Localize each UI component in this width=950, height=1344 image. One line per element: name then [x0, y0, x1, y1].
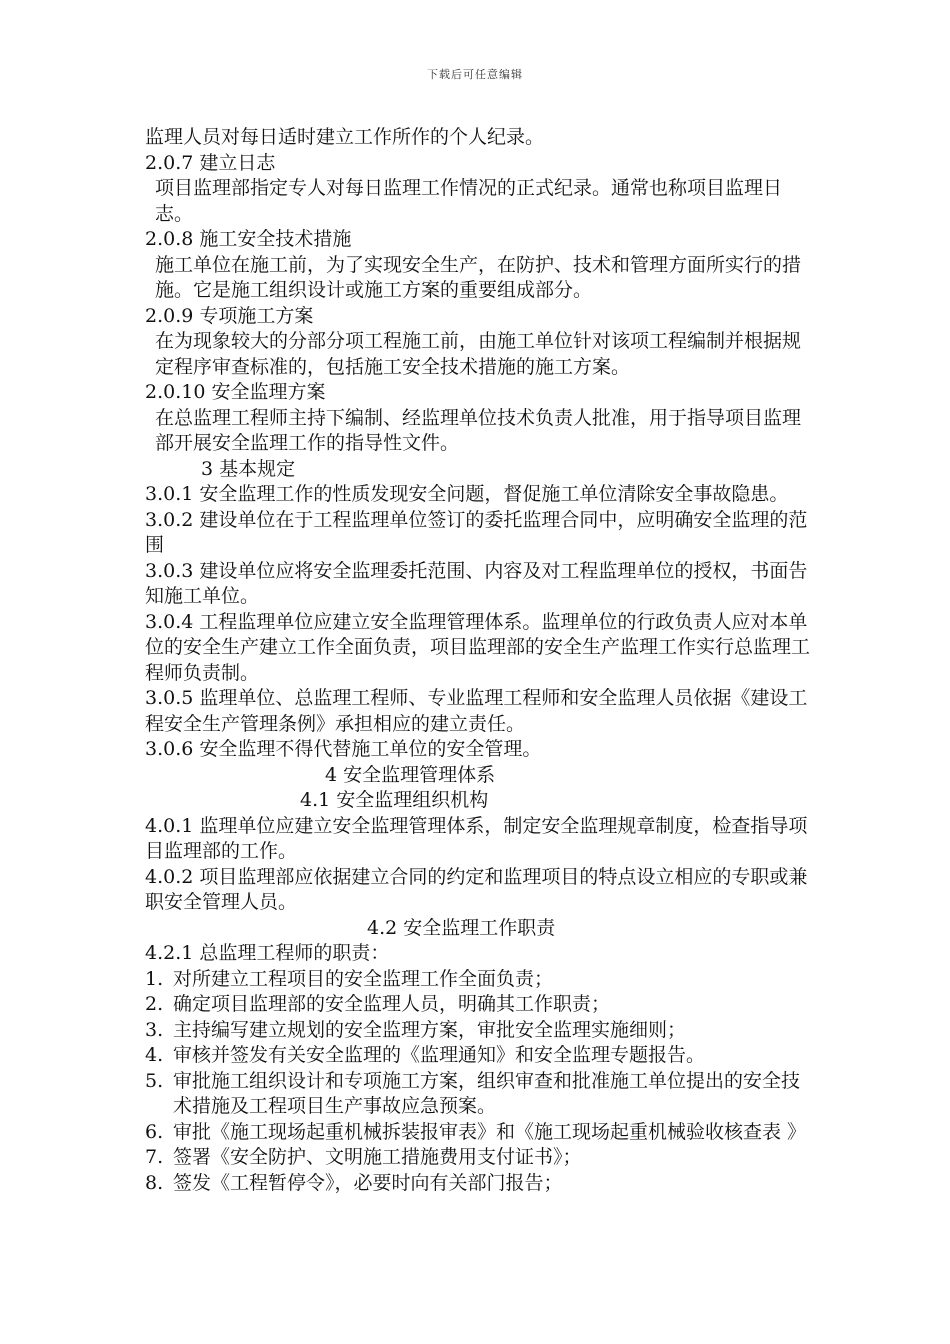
chapter-heading-4: 4 安全监理管理体系	[325, 763, 496, 786]
clause-3-0-1: 3.0.1 安全监理工作的性质发现安全问题，督促施工单位清除安全事故隐患。	[145, 483, 789, 505]
list-number: 6.	[145, 1120, 164, 1143]
list-item-text: 审批《施工现场起重机械拆装报审表》和《施工现场起重机械验收核查表 》	[173, 1120, 807, 1143]
document-body	[145, 125, 810, 1196]
duties-list	[145, 967, 810, 1197]
paragraph: 施工单位在施工前，为了实现安全生产，在防护、技术和管理方面所实行的措施。它是施工组织设计或施工方案的重要组成部分。	[155, 253, 802, 301]
chapter-heading-3: 3 基本规定	[201, 457, 296, 480]
list-number: 2.	[145, 993, 164, 1015]
list-number: 1.	[145, 967, 164, 990]
clause-4-0-2: 4.0.2 项目监理部应依据建立合同的约定和监理项目的特点设立相应的专职或兼职安全管理人员。	[145, 865, 808, 913]
list-item-text: 签发《工程暂停令》，必要时向有关部门报告；	[173, 1171, 563, 1194]
paragraph: 在为现象较大的分部分项工程施工前，由施工单位针对该项工程编制并根据规定程序审查标准的，包括施工安全技术措施的施工方案。	[155, 330, 802, 378]
list-item	[145, 992, 810, 1018]
clause-3-0-4: 3.0.4 工程监理单位应建立安全监理管理体系。监理单位的行政负责人应对本单位的安全生产建立工作全面负责，项目监理部的安全生产监理工作实行总监理工程师负责制。	[145, 610, 811, 684]
list-item	[145, 1145, 810, 1171]
section-heading-2-0-9: 2.0.9 专项施工方案	[145, 304, 314, 327]
list-item-text: 对所建立工程项目的安全监理工作全面负责；	[173, 967, 554, 990]
list-number: 7.	[145, 1146, 164, 1168]
list-item-text: 主持编写建立规划的安全监理方案，审批安全监理实施细则；	[173, 1018, 687, 1041]
list-item-text: 审批施工组织设计和专项施工方案，组织审查和批准施工单位提出的安全技术措施及工程项目生产事故应急预案。	[173, 1069, 801, 1117]
section-heading-2-0-7: 2.0.7 建立日志	[145, 151, 276, 174]
page-header: 下载后可任意编辑	[427, 68, 523, 81]
section-heading-4-1: 4.1 安全监理组织机构	[300, 789, 489, 811]
list-item	[145, 1043, 810, 1069]
list-number: 3.	[145, 1018, 164, 1041]
list-number: 5.	[145, 1069, 164, 1092]
paragraph: 在总监理工程师主持下编制、经监理单位技术负责人批准，用于指导项目监理部开展安全监理工作的指导性文件。	[155, 406, 802, 454]
list-item-text: 签署《安全防护、文明施工措施费用支付证书》；	[173, 1146, 582, 1168]
paragraph: 项目监理部指定专人对每日监理工作情况的正式纪录。通常也称项目监理日志。	[155, 177, 783, 225]
list-item	[145, 1018, 810, 1044]
list-item	[145, 1171, 810, 1197]
list-item	[145, 1069, 810, 1120]
clause-3-0-5: 3.0.5 监理单位、总监理工程师、专业监理工程师和安全监理人员依据《建设工程安全生产管理条例》承担相应的建立责任。	[145, 687, 808, 735]
section-heading-4-2: 4.2 安全监理工作职责	[367, 916, 556, 939]
clause-4-2-1: 4.2.1 总监理工程师的职责：	[145, 942, 390, 964]
clause-3-0-6: 3.0.6 安全监理不得代替施工单位的安全管理。	[145, 738, 542, 760]
list-item-text: 审核并签发有关安全监理的《监理通知》和安全监理专题报告。	[173, 1044, 706, 1066]
paragraph: 监理人员对每日适时建立工作所作的个人纪录。	[145, 126, 545, 148]
list-number: 8.	[145, 1171, 164, 1194]
clause-3-0-3: 3.0.3 建设单位应将安全监理委托范围、内容及对工程监理单位的授权，书面告知施工单位。	[145, 559, 808, 607]
section-heading-2-0-8: 2.0.8 施工安全技术措施	[145, 228, 352, 250]
section-heading-2-0-10: 2.0.10 安全监理方案	[145, 381, 326, 403]
list-number: 4.	[145, 1044, 164, 1066]
clause-4-0-1: 4.0.1 监理单位应建立安全监理管理体系，制定安全监理规章制度，检查指导项目监理部的工作。	[145, 814, 808, 862]
list-item-text: 确定项目监理部的安全监理人员，明确其工作职责；	[173, 993, 611, 1015]
list-item	[145, 967, 810, 993]
list-item	[145, 1120, 810, 1146]
clause-3-0-2: 3.0.2 建设单位在于工程监理单位签订的委托监理合同中，应明确安全监理的范围	[145, 508, 808, 556]
